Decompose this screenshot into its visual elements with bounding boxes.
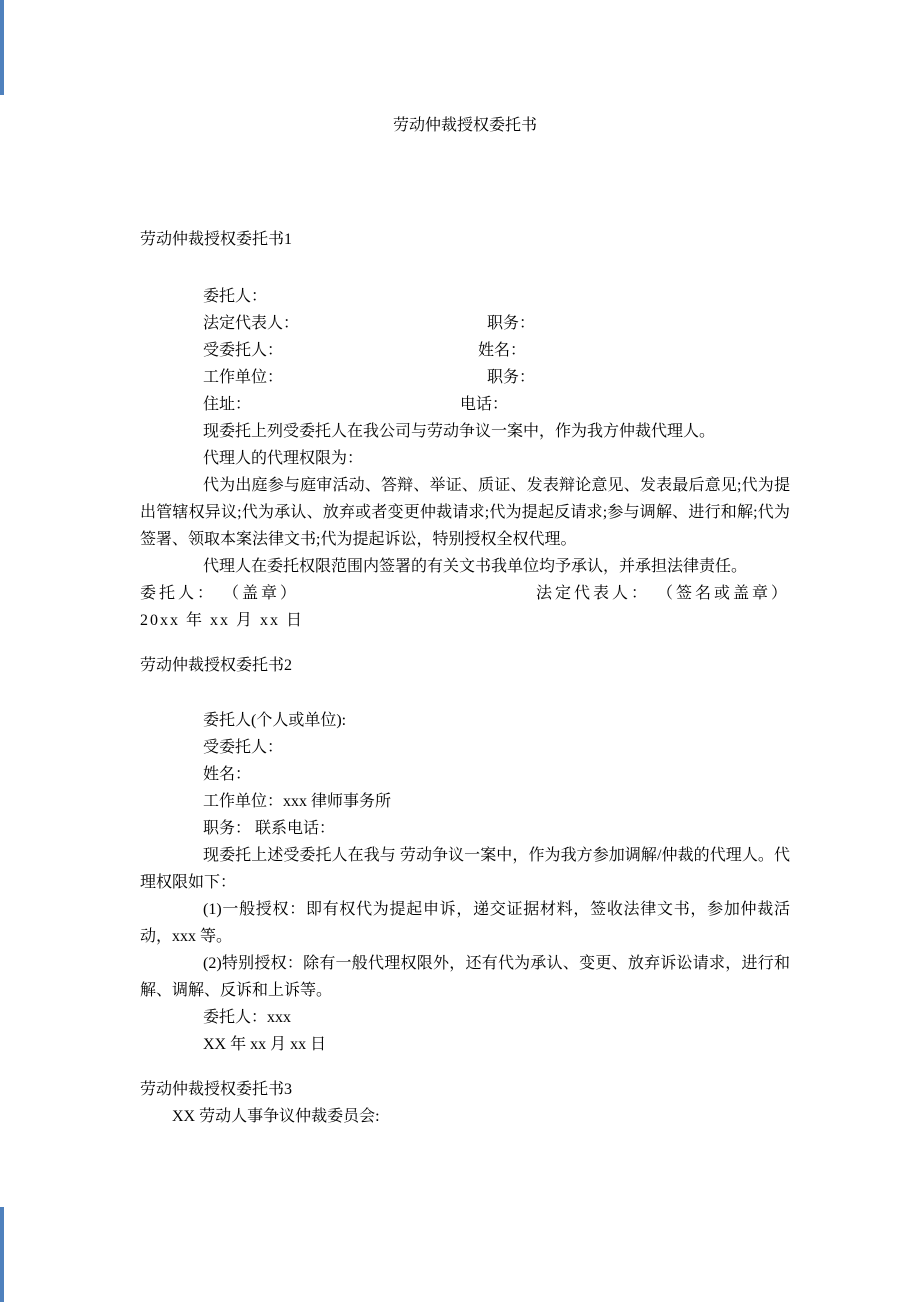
date-line-1: 20xx 年 xx 月 xx 日	[140, 612, 305, 629]
section2-body	[140, 707, 790, 1058]
date-line-2	[140, 1031, 790, 1058]
paragraph-acknowledge: 代理人在委托权限范围内签署的有关文书我单位均予承认，并承担法律责任。	[203, 558, 748, 575]
committee-address-line: XX 劳动人事争议仲裁委员会:	[172, 1108, 380, 1125]
signature-line-2	[140, 1004, 790, 1031]
section3-heading: 劳动仲裁授权委托书3	[140, 1081, 293, 1098]
section2-heading: 劳动仲裁授权委托书2	[140, 657, 293, 674]
paragraph-entrust-2: 现委托上述受委托人在我与 劳动争议一案中，作为我方参加调解/仲裁的代理人。代理权限如下：	[140, 847, 790, 891]
document-title: 劳动仲裁授权委托书	[392, 117, 537, 134]
field-label-xingming-2: 姓名：	[203, 766, 252, 783]
signature-principal: 委托人： （盖章）	[140, 585, 300, 602]
paragraph-special-auth: (2)特别授权：除有一般代理权限外，还有代为承认、变更、放弃诉讼请求，进行和解、调解、反诉和上诉等。	[140, 955, 790, 999]
form-line-shouweituo-2	[140, 734, 790, 761]
paragraph-entrust: 现委托上列受委托人在我公司与劳动争议一案中，作为我方仲裁代理人。	[203, 423, 716, 440]
field-label-gongzuo: 工作单位：	[203, 369, 284, 386]
field-label-shouweituo: 受委托人：	[203, 342, 284, 359]
form-line-shouweituo	[140, 337, 790, 364]
field-label-shouweituo-2: 受委托人：	[203, 739, 284, 756]
form-line-gongzuo	[140, 364, 790, 391]
left-edge-accent-top	[0, 0, 4, 95]
date-text-2: XX 年 xx 月 xx 日	[203, 1036, 327, 1053]
form-line-weituoren	[140, 283, 790, 310]
field-label-weituoren-2: 委托人(个人或单位):	[203, 712, 347, 729]
paragraph-scope-title: 代理人的代理权限为：	[203, 450, 364, 467]
signature-line	[140, 580, 790, 607]
field-label-zhuzhi: 住址：	[203, 396, 252, 413]
field-label-xingming: 姓名：	[478, 342, 527, 359]
form-line-gongzuo-2	[140, 788, 790, 815]
form-line-xingming-2	[140, 761, 790, 788]
form-line-zhiwu-2	[140, 815, 790, 842]
signature-principal-2: 委托人：xxx	[203, 1009, 292, 1026]
field-label-zhiwu2: 职务：	[487, 369, 536, 386]
paragraph-general-auth: (1)一般授权：即有权代为提起申诉，递交证据材料，签收法律文书，参加仲裁活动，xxx 等。	[140, 901, 790, 945]
field-label-weituoren: 委托人：	[203, 288, 268, 305]
document-content	[140, 0, 790, 1130]
form-line-weituoren-2	[140, 707, 790, 734]
left-edge-accent-bottom	[0, 1207, 4, 1302]
form-line-zhuzhi	[140, 391, 790, 418]
field-label-gongzuo-2: 工作单位：xxx 律师事务所	[203, 793, 392, 810]
section1-heading: 劳动仲裁授权委托书1	[140, 231, 293, 248]
paragraph-scope: 代为出庭参与庭审活动、答辩、举证、质证、发表辩论意见、发表最后意见;代为提出管辖权异议;代为承认、放弃或者变更仲裁请求;代为提起反请求;参与调解、进行和解;代为签署、领取本案法律文书;代为提起诉讼，特别授权全权代理。	[140, 477, 790, 548]
field-label-zhiwu-dianhua: 职务： 联系电话：	[203, 820, 336, 837]
section1-body	[140, 283, 790, 634]
form-line-fading	[140, 310, 790, 337]
field-label-dianhua: 电话：	[460, 396, 509, 413]
field-label-fading: 法定代表人：	[203, 315, 300, 332]
signature-legal-rep: 法定代表人： （签名或盖章）	[535, 585, 790, 602]
field-label-zhiwu: 职务：	[487, 315, 536, 332]
